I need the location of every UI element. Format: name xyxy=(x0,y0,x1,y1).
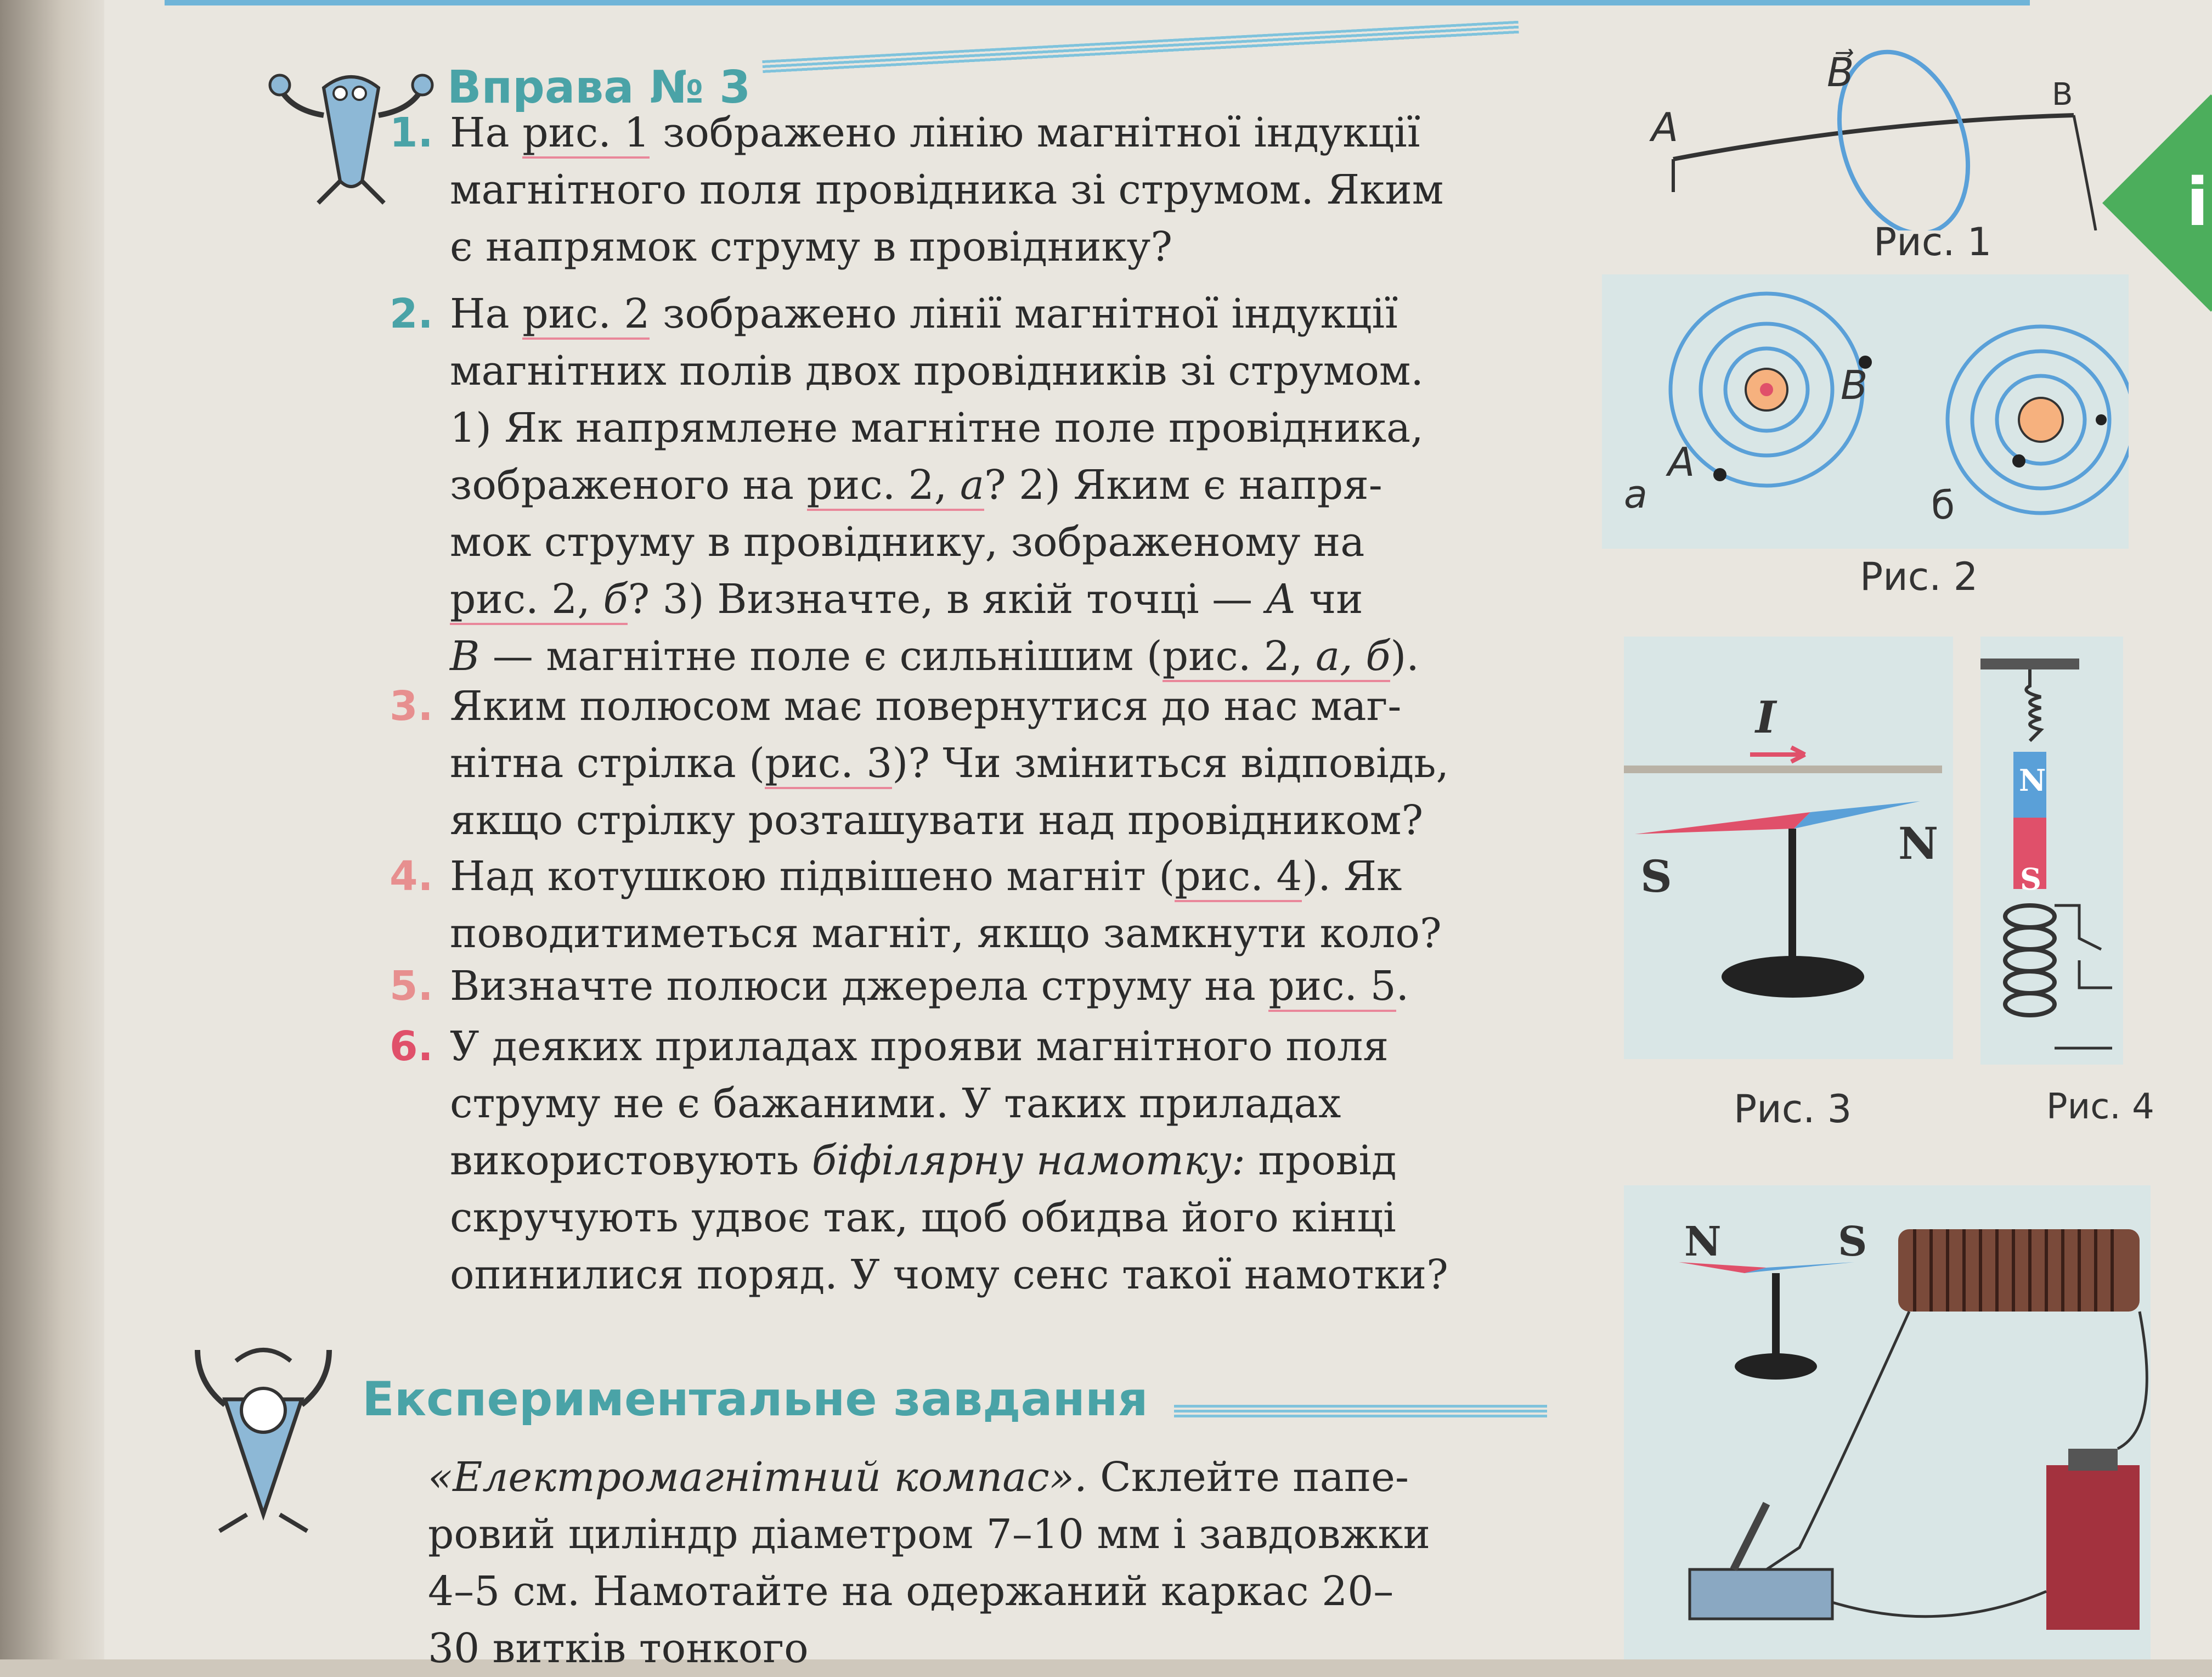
task-line: нітна стрілка (рис. 3)? Чи зміниться відповідь, xyxy=(450,735,1547,792)
mascot-hands-up-icon xyxy=(176,1339,346,1537)
figure-1-drawing xyxy=(1657,33,2107,230)
figure-reference: рис. 2 xyxy=(522,290,650,340)
fig3-caption: Рис. 3 xyxy=(1734,1087,1852,1132)
italic-text: А xyxy=(1265,576,1296,623)
experimental-line: 4–5 см. Намотайте на одержаний каркас 20– xyxy=(428,1568,1394,1615)
fig2-point-a: A xyxy=(1668,439,1695,485)
task-line: мок струму в провіднику, зображеному на xyxy=(450,519,1365,566)
fig5-pole-n: N xyxy=(1684,1218,1722,1265)
task-number: 4. xyxy=(390,853,433,900)
task-3 xyxy=(390,678,1547,849)
task-4 xyxy=(390,848,1547,962)
task-line: рис. 2, б? 3) Визначте, в якій точці — А чи xyxy=(450,571,1547,628)
book-spine-shadow xyxy=(0,0,104,1659)
italic-text: «Електромагнітний компас». xyxy=(428,1454,1087,1501)
fig1-vector-b: B⃗ xyxy=(1827,49,1854,95)
task-2 xyxy=(390,285,1547,685)
task-number: 6. xyxy=(390,1023,433,1070)
task-1 xyxy=(390,104,1547,275)
task-line: струму не є бажаними. У таких приладах xyxy=(450,1080,1341,1127)
task-number: 2. xyxy=(390,290,433,337)
italic-text: В xyxy=(450,633,480,680)
fig2-label-b: б xyxy=(1931,483,1955,528)
figure-reference: рис. 2, б xyxy=(450,576,628,625)
figure-2-drawing xyxy=(1635,285,2129,538)
task-line: На рис. 1 зображено лінію магнітної індукції xyxy=(450,104,1547,161)
task-line: В — магнітне поле є сильнішим (рис. 2, а, б). xyxy=(450,628,1547,685)
exercise-title: Вправа № 3 xyxy=(447,61,751,114)
fig1-label-a: A xyxy=(1651,104,1679,150)
fig2-caption: Рис. 2 xyxy=(1860,554,1978,599)
italic-text: біфілярну намотку: xyxy=(811,1137,1245,1184)
figure-reference: рис. 3 xyxy=(765,740,892,789)
fig5-pole-s: S xyxy=(1838,1218,1867,1265)
experimental-line: ровий циліндр діаметром 7–10 мм і завдовжки xyxy=(428,1511,1430,1558)
experimental-line: 30 витків тонкого xyxy=(428,1625,809,1672)
side-tab-letter: i xyxy=(2186,165,2209,241)
task-6 xyxy=(390,1018,1547,1303)
figure-4-drawing xyxy=(1975,653,2140,1070)
figure-reference: рис. 5 xyxy=(1268,963,1396,1012)
fig3-current-label: I xyxy=(1756,691,1776,743)
fig4-pole-s: S xyxy=(2020,862,2041,897)
figure-reference: рис. 2, а, б xyxy=(1163,633,1391,682)
fig1-label-b: B xyxy=(2052,77,2073,112)
fig4-pole-n: N xyxy=(2019,763,2046,798)
task-line: На рис. 2 зображено лінії магнітної індукції xyxy=(450,285,1547,342)
task-line: використовують біфілярну намотку: провід xyxy=(450,1137,1397,1184)
task-line: є напрямок струму в провіднику? xyxy=(450,223,1173,271)
task-line: якщо стрілку розташувати над провідником? xyxy=(450,797,1424,844)
experimental-rule xyxy=(1174,1405,1547,1419)
task-line: магнітних полів двох провідників зі струмом. xyxy=(450,347,1424,395)
experimental-title: Експериментальне завдання xyxy=(362,1372,1148,1427)
task-line: опинилися поряд. У чому сенс такої намотки? xyxy=(450,1251,1448,1298)
task-number: 1. xyxy=(390,109,433,156)
task-5 xyxy=(390,958,1547,1015)
figure-reference: рис. 4 xyxy=(1175,853,1302,902)
task-number: 3. xyxy=(390,683,433,730)
fig3-pole-s: S xyxy=(1640,851,1672,902)
figure-5-drawing xyxy=(1668,1207,2162,1659)
task-line: У деяких приладах прояви магнітного поля xyxy=(450,1023,1389,1070)
fig2-label-a: а xyxy=(1624,472,1647,517)
experimental-paragraph xyxy=(428,1449,1525,1677)
task-line: Визначте полюси джерела струму на рис. 5. xyxy=(450,958,1547,1015)
task-line: Над котушкою підвішено магніт (рис. 4). Як xyxy=(450,848,1547,905)
fig1-caption: Рис. 1 xyxy=(1874,220,1992,265)
figure-reference: рис. 1 xyxy=(522,109,650,159)
task-line: 1) Як напрямлене магнітне поле провідника, xyxy=(450,404,1424,452)
experimental-line: «Електромагнітний компас». Склейте папе- xyxy=(428,1454,1409,1501)
task-number: 5. xyxy=(390,963,433,1010)
task-line: Яким полюсом має повернутися до нас маг- xyxy=(450,683,1402,730)
fig3-pole-n: N xyxy=(1898,818,1939,869)
task-line: поводитиметься магніт, якщо замкнути коло? xyxy=(450,910,1442,957)
fig2-point-b: B xyxy=(1841,362,1868,408)
task-line: скручують удвоє так, щоб обидва його кінці xyxy=(450,1194,1396,1241)
figure-reference: рис. 2, а xyxy=(807,462,984,511)
fig4-caption: Рис. 4 xyxy=(2046,1087,2154,1127)
task-line: зображеного на рис. 2, а? 2) Яким є напря- xyxy=(450,457,1547,514)
top-rule xyxy=(165,0,2030,5)
task-line: магнітного поля провідника зі струмом. Яким xyxy=(450,166,1444,213)
